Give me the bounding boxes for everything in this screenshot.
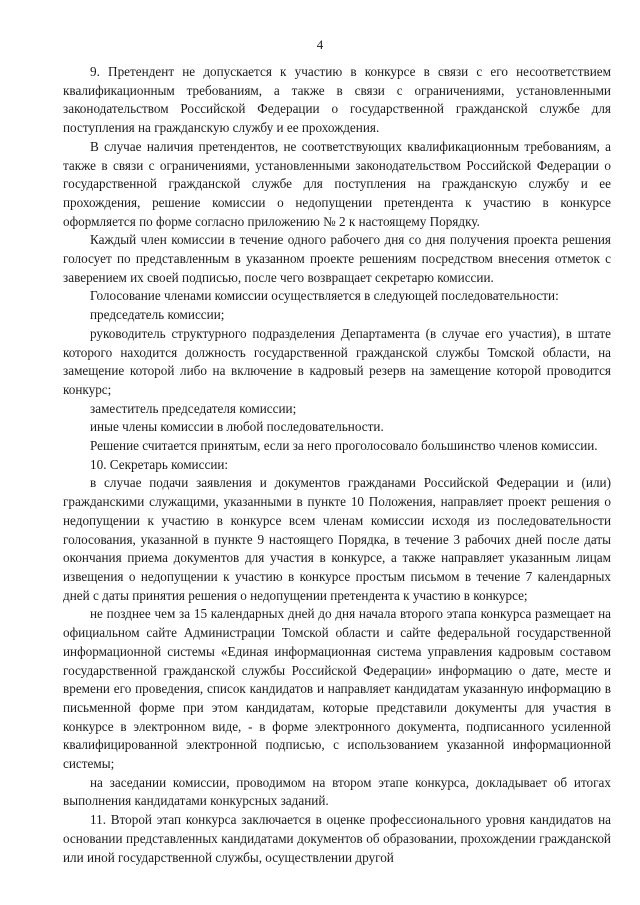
paragraph: 10. Секретарь комиссии: <box>90 456 229 472</box>
paragraph: 11. Второй этап конкурса заключается в оценке профессионального уровня кандидатов на основании представленных кандидатами документов об образовании, прохождении гражданской или иной государственной службы, осуществлении другой <box>63 812 611 865</box>
paragraph: Голосование членами комиссии осуществляется в следующей последовательности: <box>90 288 559 304</box>
paragraph: иные члены комиссии в любой последовательности. <box>90 419 384 435</box>
paragraph: руководитель структурного подразделения Департамента (в случае его участия), в штате которого находится должность государственной гражданской службы Томской области, на замещение которой либо на включение в кадровый резерв на замещение которой проводится конкурс; <box>63 325 611 397</box>
paragraph: председатель комиссии; <box>90 307 225 323</box>
paragraph: заместитель председателя комиссии; <box>90 400 297 416</box>
paragraph: на заседании комиссии, проводимом на втором этапе конкурса, докладывает об итогах выполнения кандидатами конкурсных заданий. <box>63 774 611 809</box>
paragraph: Каждый член комиссии в течение одного рабочего дня со дня получения проекта решения голосует по представленным в указанном проекте решениям посредством внесения отметок с заверением их своей подписью, после чего возвращает секретарю комиссии. <box>63 232 611 285</box>
paragraph: в случае подачи заявления и документов гражданами Российской Федерации и (или) гражданскими служащими, указанными в пункте 10 Положения, направляет проект решения о недопущении к участию в конкурсе всем членам комиссии исходя из последовательности голосования, указанной в пункте 9 настоящего Порядка, в течение 3 рабочих дней после даты окончания приема документов для участия в конкурсе, а также направляет указанным лицам извещения о недопущении к участию в конкурсе простым письмом в течение 7 календарных дней с даты принятия решения о недопущении претендента к участию в конкурсе; <box>63 475 611 603</box>
paragraph: 9. Претендент не допускается к участию в конкурсе в связи с его несоответствием квалификационным требованиям, а также в связи с ограничениями, установленными законодательством Российской Федерации о государственной гражданской службе для поступления на гражданскую службу и ее прохождения. <box>63 64 611 136</box>
paragraph: не позднее чем за 15 календарных дней до дня начала второго этапа конкурса размещает на официальном сайте Администрации Томской области и сайте федеральной государственной информационной системы «Единая информационная система управления кадровым составом государственной гражданской службы Российской Федерации» информацию о дате, месте и времени его проведения, список кандидатов и направляет кандидатам указанную информацию в письменной форме при этом кандидатам, которые представили документы для участия в конкурсе в электронном виде, - в форме электронного документа, подписанного усиленной квалифицированной электронной подписью, с использованием указанной информационной системы; <box>63 606 611 772</box>
paragraph: Решение считается принятым, если за него проголосовало большинство членов комиссии. <box>90 438 598 454</box>
document-body <box>63 63 611 867</box>
paragraph: В случае наличия претендентов, не соответствующих квалификационным требованиям, а также в связи с ограничениями, установленными законодательством Российской Федерации о государственной гражданской службе для поступления на гражданскую службу и ее прохождения, решение комиссии о недопущении претендента к участию в конкурсе оформляется по форме согласно приложению № 2 к настоящему Порядку. <box>63 138 611 229</box>
page-number: 4 <box>316 37 324 52</box>
